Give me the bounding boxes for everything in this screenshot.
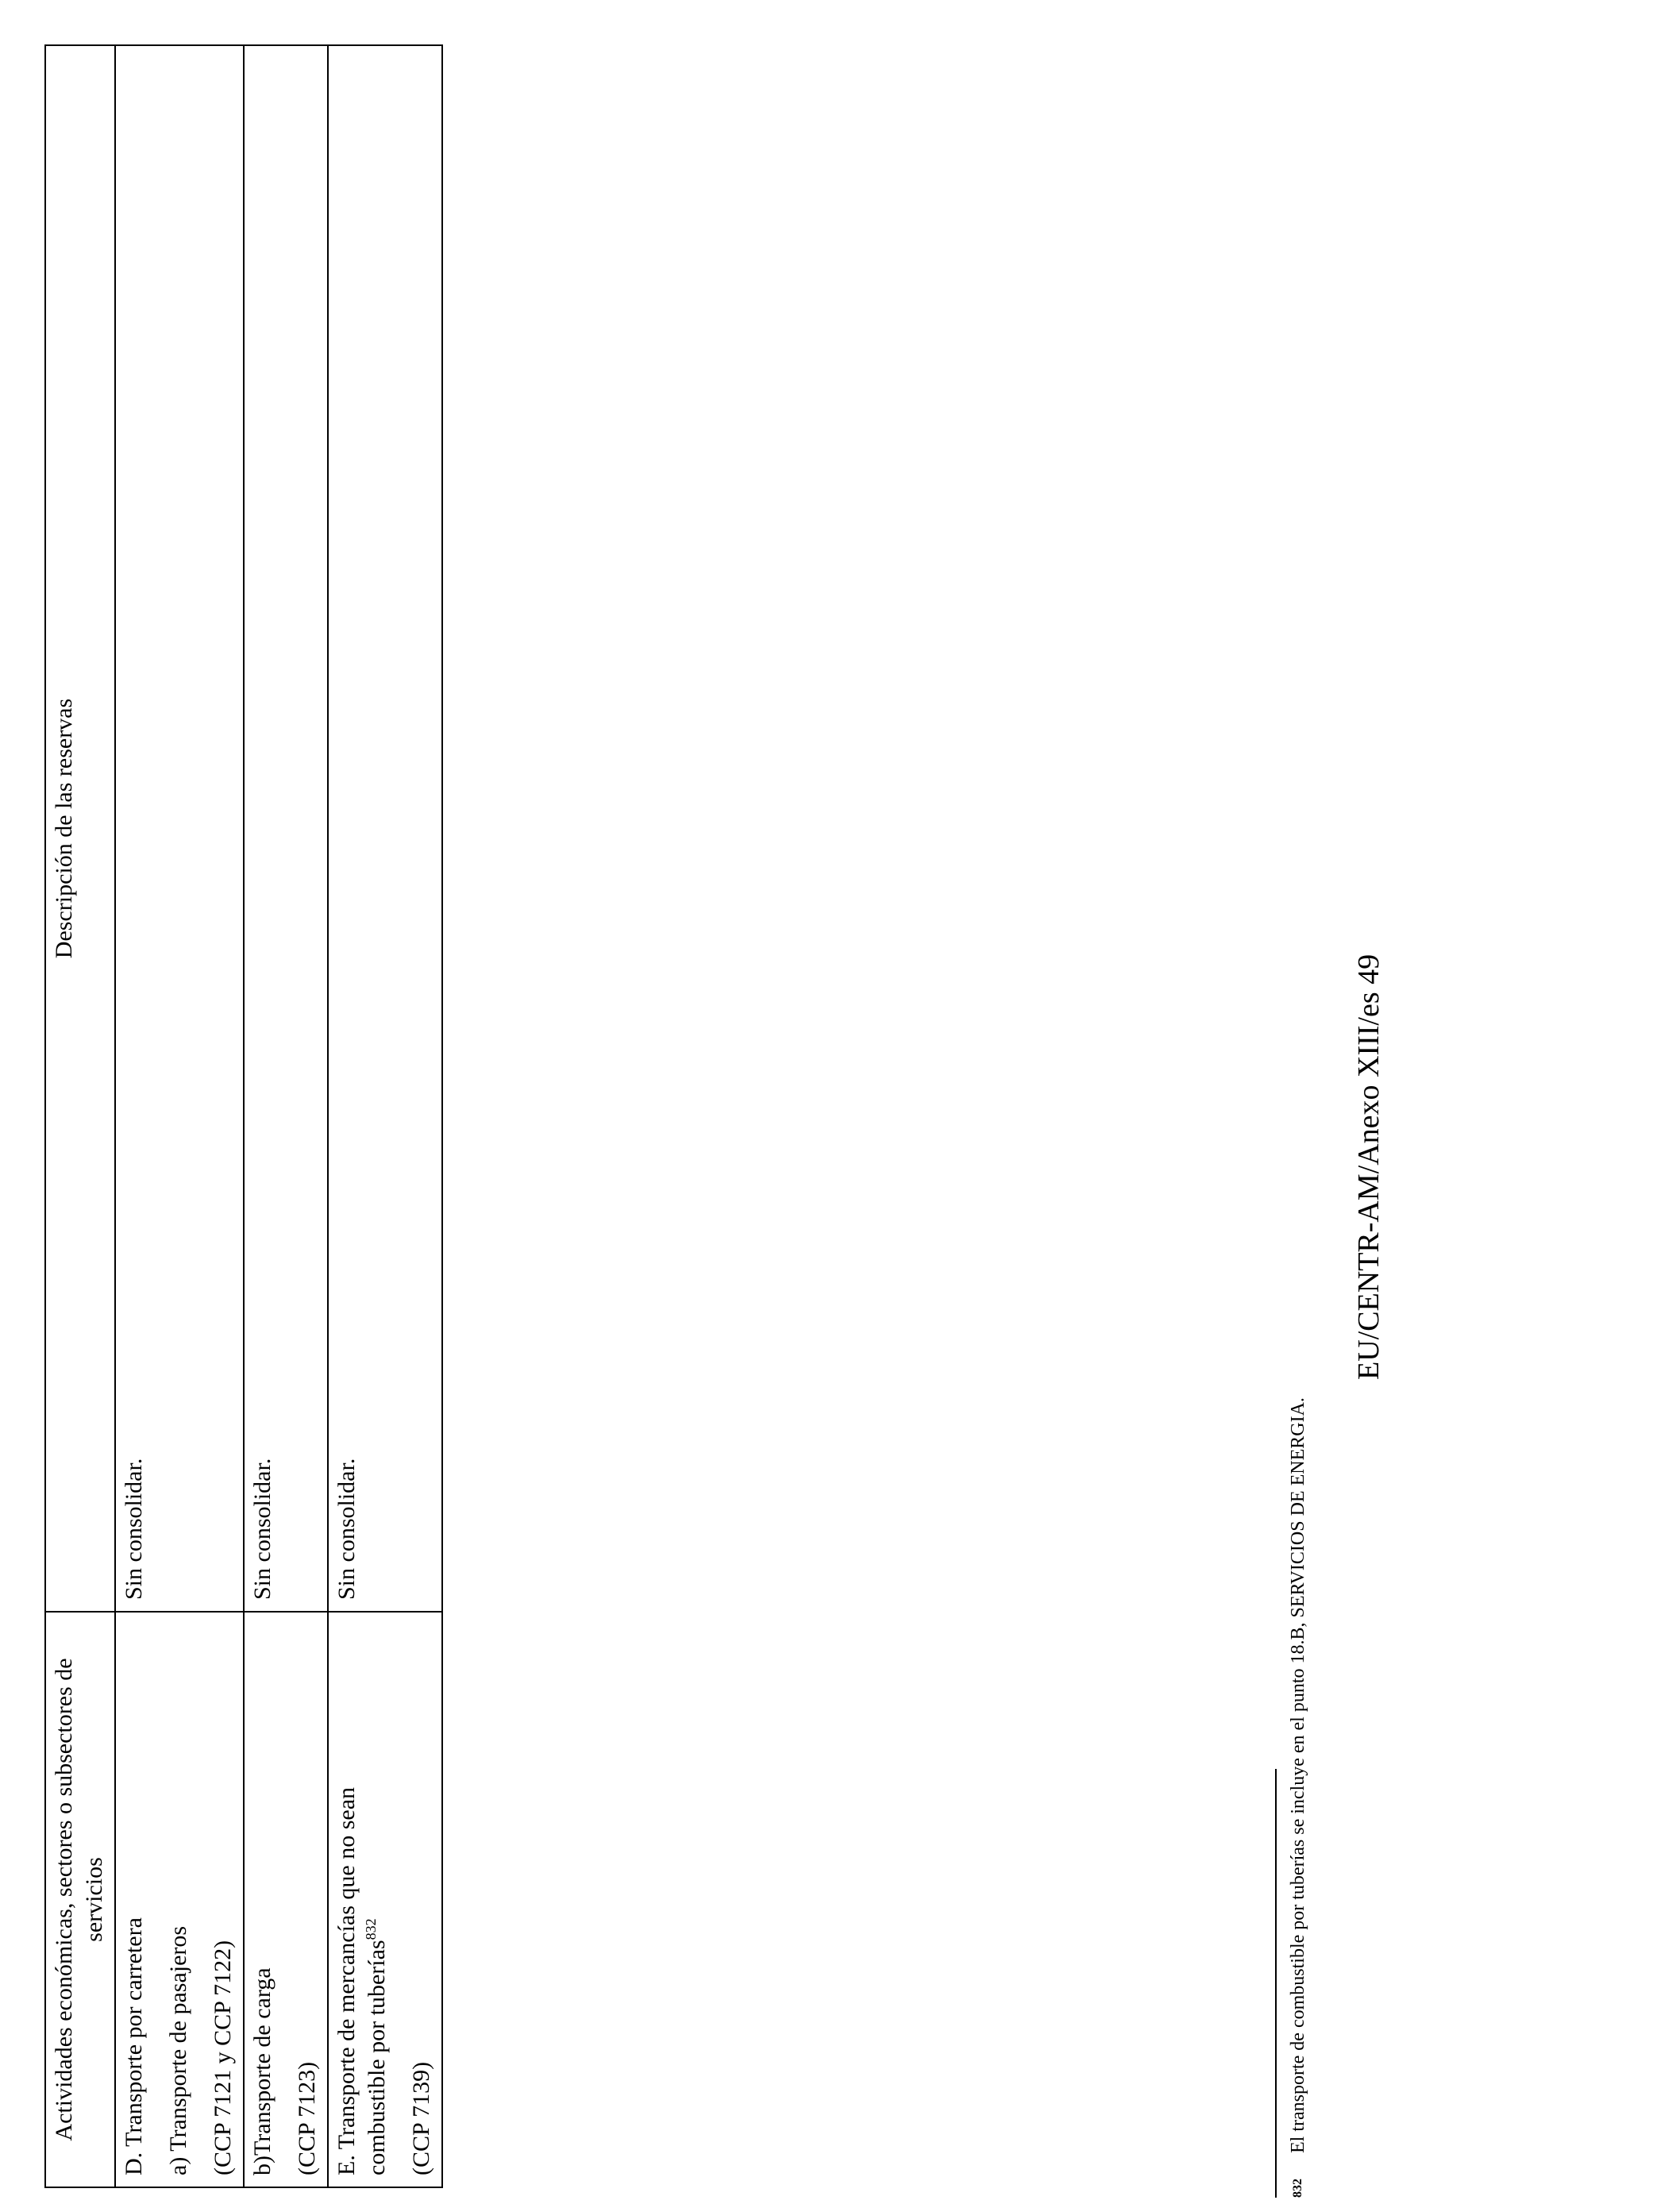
footnote-reference[interactable]: 832 [363,1918,379,1940]
header-sectors: Actividades económicas, sectores o subsectores de servicios [45,1612,115,2187]
sector-line: (CCP 7121 y CCP 7122) [210,1940,236,2175]
footnote-number: 832 [1291,2179,1304,2198]
sector-line [362,1624,392,2175]
page-reference: EU/CENTR-AM/Anexo XIII/es 49 [1352,954,1385,1380]
table-header-row [45,45,115,2187]
sector-line: (CCP 7123) [294,2061,320,2175]
description-cell: Sin consolidar. [328,45,442,1612]
reservations-table [44,44,443,2188]
footnote [1286,1397,1310,2198]
table-row [244,45,328,2187]
header-description: Descripción de las reservas [45,45,115,1612]
footnote-separator [1275,1769,1277,2198]
sector-line-text: combustible por tuberías [364,1940,390,2175]
table-row [115,45,244,2187]
sector-line: (CCP 7139) [408,2061,434,2175]
sector-cell [244,1612,328,2187]
sector-line: b)Transporte de carga [249,1967,276,2175]
footnote-text: El transporte de combustible por tuberías se incluye en el punto 18.B, SERVICIOS DE ENERGIA. [1288,1397,1308,2153]
description-cell: Sin consolidar. [115,45,244,1612]
sector-cell [328,1612,442,2187]
sector-line: E. Transporte de mercancías que no sean [333,1786,360,2175]
reservations-table-container [44,44,443,2188]
sector-line: D. Transporte por carretera [121,1917,147,2175]
sector-line: a) Transporte de pasajeros [165,1925,191,2175]
description-cell: Sin consolidar. [244,45,328,1612]
table-row [328,45,442,2187]
sector-cell [115,1612,244,2187]
